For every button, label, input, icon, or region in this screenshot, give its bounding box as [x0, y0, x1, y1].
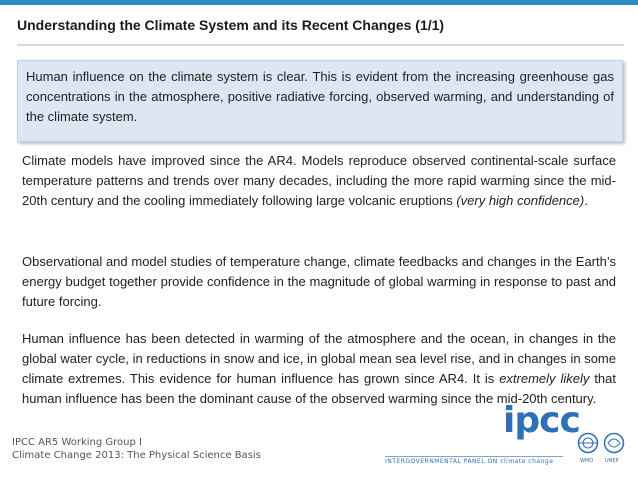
unep-icon — [603, 432, 625, 454]
footer-line-2: Climate Change 2013: The Physical Science Basis — [12, 450, 261, 461]
slide-title: Understanding the Climate System and its Recent Changes (1/1) — [17, 17, 445, 33]
confidence-emphasis: (very high confidence) — [456, 193, 585, 208]
paragraph-tail: that human influence has been the dominant cause of the observed warming since the mid-20th century. — [22, 371, 617, 406]
footer-divider — [385, 456, 563, 457]
footer-source — [12, 436, 261, 462]
paragraph-text: Climate models have improved since the AR4. Models reproduce observed continental-scale surface temperature patterns and trends over many decades, including the more rapid warming since the mid-20th century and the cooling immediately following large volcanic eruptions — [22, 153, 616, 208]
paragraph-text: Observational and model studies of temperature change, climate feedbacks and changes in the Earth’s energy budget together provide confidence in the magnitude of global warming in response to past and future forcing. — [22, 254, 616, 309]
highlight-box — [17, 60, 623, 142]
wmo-icon — [577, 432, 599, 454]
paragraph-climate-models — [22, 151, 616, 211]
paragraph-observational-studies — [22, 252, 616, 312]
footer-line-1: IPCC AR5 Working Group I — [12, 437, 142, 448]
unep-label: UNEP — [605, 458, 619, 464]
title-divider — [17, 44, 624, 46]
highlight-text: Human influence on the climate system is clear. This is evident from the increasing greenhouse gas concentrations in the atmosphere, positive radiative forcing, observed warming, and understanding of the climate system. — [26, 69, 614, 124]
likelihood-emphasis: extremely likely — [499, 371, 590, 386]
paragraph-human-influence — [22, 329, 616, 409]
paragraph-text: Human influence has been detected in warming of the atmosphere and the ocean, in changes in the global water cycle, in reductions in snow and ice, in global mean sea level rise, and in changes in some climate extremes. This evidence for human influence has grown since AR4. It is — [22, 331, 616, 386]
ipcc-logo: ipcc — [503, 400, 580, 441]
wmo-label: WMO — [580, 458, 594, 464]
ipcc-subtitle: INTERGOVERNMENTAL PANEL ON climate change — [385, 458, 554, 465]
paragraph-tail: . — [584, 193, 588, 208]
top-accent-bar — [0, 0, 638, 5]
